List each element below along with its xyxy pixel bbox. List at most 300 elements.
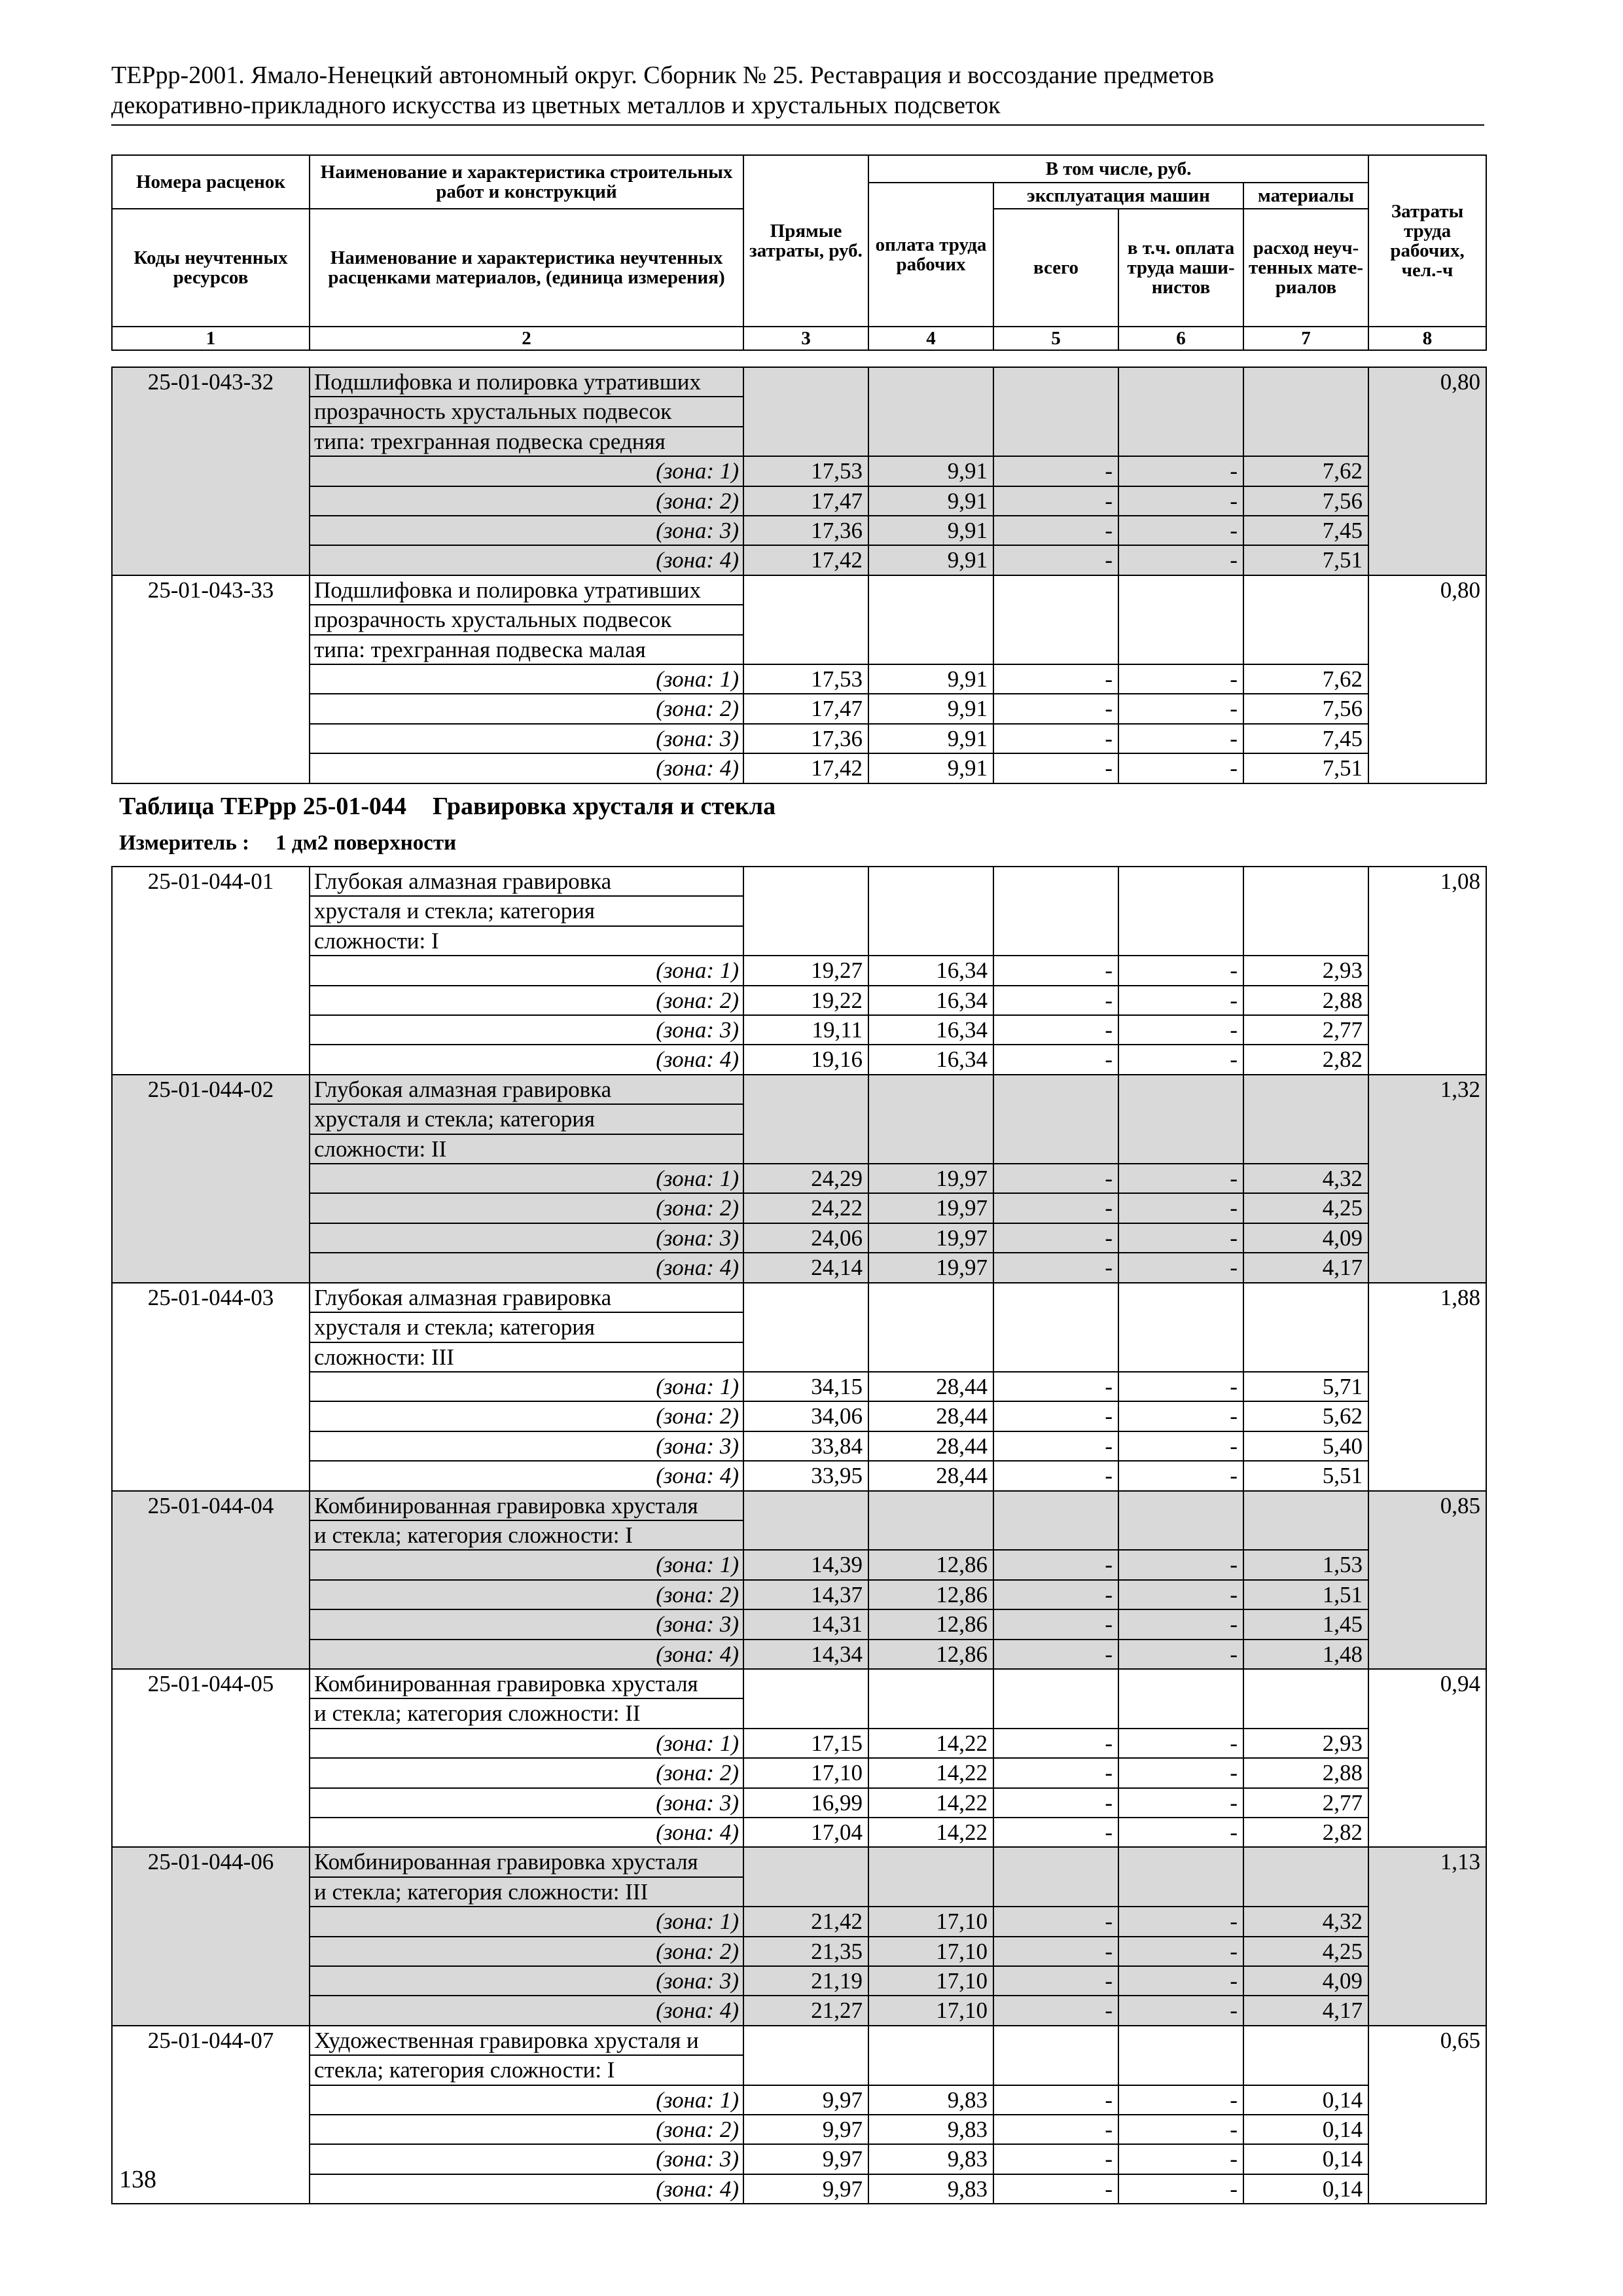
materials-cost: 4,17 [1243,1253,1368,1282]
table-row [112,753,1486,783]
zone-label: (зона: 2) [310,486,743,516]
zone-label: (зона: 4) [310,1253,743,1282]
col-naimen1: Наименование и характеристика строительных работ и конструкций [310,155,743,209]
worker-pay: 16,34 [868,986,993,1015]
machine-total: - [993,1609,1118,1639]
table-row [112,1788,1486,1818]
direct-cost: 16,99 [743,1788,868,1818]
table-row [112,1640,1486,1669]
rate-code: 25-01-043-32 [112,367,310,575]
worker-pay: 9,83 [868,2144,993,2174]
materials-cost: 4,25 [1243,1193,1368,1223]
zone-label: (зона: 1) [310,664,743,694]
table-row [112,545,1486,575]
table-row [112,1223,1486,1253]
table-row [112,1669,1486,1698]
direct-cost: 17,53 [743,664,868,694]
blank-cell [743,575,868,664]
table-row [112,2115,1486,2144]
zone-label: (зона: 1) [310,1372,743,1401]
zone-label: (зона: 4) [310,1461,743,1490]
labor-cost: 0,80 [1368,367,1486,575]
blank-cell [868,867,993,956]
zone-label: (зона: 3) [310,1966,743,1996]
labor-cost: 0,65 [1368,2026,1486,2204]
col-materialy: материалы [1243,183,1368,209]
materials-cost: 7,45 [1243,724,1368,753]
table-row [112,956,1486,985]
work-description-line: сложности: I [310,926,743,956]
machinist-pay: - [1118,1996,1243,2025]
direct-cost: 17,53 [743,456,868,486]
zone-label: (зона: 2) [310,1937,743,1966]
machinist-pay: - [1118,753,1243,783]
blank-cell [868,1847,993,1907]
worker-pay: 17,10 [868,1937,993,1966]
col-ekspl: эксплуатация машин [993,183,1243,209]
machinist-pay: - [1118,1253,1243,1282]
work-description-line: сложности: III [310,1342,743,1372]
column-header-table [111,154,1487,351]
labor-cost: 0,94 [1368,1669,1486,1847]
materials-cost: 1,48 [1243,1640,1368,1669]
blank-cell [993,1847,1118,1907]
materials-cost: 7,51 [1243,753,1368,783]
zone-label: (зона: 2) [310,1193,743,1223]
machine-total: - [993,724,1118,753]
worker-pay: 28,44 [868,1461,993,1490]
materials-cost: 4,17 [1243,1996,1368,2025]
machine-total: - [993,1580,1118,1609]
blank-cell [743,1491,868,1551]
direct-cost: 17,36 [743,724,868,753]
machine-total: - [993,2174,1118,2204]
machinist-pay: - [1118,1372,1243,1401]
blank-cell [1243,1283,1368,1372]
direct-cost: 17,42 [743,753,868,783]
work-description-line: Глубокая алмазная гравировка [310,1075,743,1104]
machine-total: - [993,1461,1118,1490]
direct-cost: 21,35 [743,1937,868,1966]
machinist-pay: - [1118,1223,1243,1253]
blank-cell [1243,867,1368,956]
blank-cell [743,867,868,956]
table-number: Таблица ТЕРрр 25-01-044 [119,793,407,820]
col-nomera: Номера расценок [112,155,310,209]
zone-label: (зона: 3) [310,724,743,753]
materials-cost: 4,32 [1243,1907,1368,1936]
blank-cell [1118,867,1243,956]
header-line-2: декоративно-прикладного искусства из цветных металлов и хрустальных подсветок [111,92,1001,119]
machinist-pay: - [1118,694,1243,723]
table-row [112,2026,1486,2055]
machinist-pay: - [1118,664,1243,694]
machine-total: - [993,1937,1118,1966]
blank-cell [868,1283,993,1372]
col-zatraty: Затраты труда рабочих, чел.-ч [1368,155,1486,327]
table-row [112,1401,1486,1431]
col-v-tom-chisle: В том числе, руб. [868,155,1368,183]
blank-cell [1118,1283,1243,1372]
table-row [112,1758,1486,1787]
machinist-pay: - [1118,724,1243,753]
direct-cost: 21,19 [743,1966,868,1996]
materials-cost: 2,88 [1243,1758,1368,1787]
rate-code: 25-01-044-02 [112,1075,310,1283]
direct-cost: 14,31 [743,1609,868,1639]
machinist-pay: - [1118,1461,1243,1490]
blank-cell [993,1075,1118,1164]
zone-label: (зона: 4) [310,545,743,575]
work-description-line: прозрачность хрустальных подвесок [310,397,743,426]
blank-cell [993,575,1118,664]
blank-cell [993,2026,1118,2085]
zone-label: (зона: 2) [310,986,743,1015]
work-description-line: хрусталя и стекла; категория [310,1312,743,1342]
worker-pay: 28,44 [868,1372,993,1401]
materials-cost: 1,51 [1243,1580,1368,1609]
zone-label: (зона: 1) [310,1729,743,1758]
zone-label: (зона: 4) [310,753,743,783]
machine-total: - [993,2144,1118,2174]
labor-cost: 0,85 [1368,1491,1486,1669]
table-row [112,575,1486,605]
labor-cost: 1,08 [1368,867,1486,1075]
blank-cell [1118,1669,1243,1729]
worker-pay: 28,44 [868,1401,993,1431]
materials-cost: 2,82 [1243,1818,1368,1847]
machine-total: - [993,1550,1118,1579]
direct-cost: 24,29 [743,1164,868,1193]
table-row [112,1491,1486,1520]
table-row [112,1818,1486,1847]
work-description-line: типа: трехгранная подвеска средняя [310,427,743,456]
machine-total: - [993,545,1118,575]
machinist-pay: - [1118,2144,1243,2174]
worker-pay: 14,22 [868,1818,993,1847]
blank-cell [1243,367,1368,456]
materials-cost: 5,71 [1243,1372,1368,1401]
worker-pay: 12,86 [868,1550,993,1579]
machinist-pay: - [1118,1788,1243,1818]
table-row [112,1580,1486,1609]
materials-cost: 7,45 [1243,516,1368,545]
machine-total: - [993,2115,1118,2144]
rate-code: 25-01-044-06 [112,1847,310,2025]
direct-cost: 14,39 [743,1550,868,1579]
direct-cost: 19,11 [743,1015,868,1045]
machine-total: - [993,1758,1118,1787]
worker-pay: 19,97 [868,1223,993,1253]
table-row [112,2144,1486,2174]
direct-cost: 9,97 [743,2144,868,2174]
work-description-line: Художественная гравировка хрусталя и [310,2026,743,2055]
zone-label: (зона: 2) [310,694,743,723]
machine-total: - [993,986,1118,1015]
table-row [112,486,1486,516]
zone-label: (зона: 1) [310,1164,743,1193]
table-row [112,1045,1486,1074]
col-num: 6 [1118,327,1243,350]
machinist-pay: - [1118,1966,1243,1996]
machine-total: - [993,1788,1118,1818]
work-description-line: и стекла; категория сложности: III [310,1877,743,1907]
machinist-pay: - [1118,545,1243,575]
blank-cell [1118,575,1243,664]
table-row [112,456,1486,486]
zone-label: (зона: 1) [310,1907,743,1936]
direct-cost: 9,97 [743,2085,868,2115]
machinist-pay: - [1118,1907,1243,1936]
blank-cell [868,2026,993,2085]
machinist-pay: - [1118,986,1243,1015]
col-pryamye: Прямые затраты, руб. [743,155,868,327]
blank-cell [868,1669,993,1729]
direct-cost: 21,42 [743,1907,868,1936]
rates-table-044 [111,866,1487,2204]
work-description-line: стекла; категория сложности: I [310,2055,743,2085]
blank-cell [1118,367,1243,456]
direct-cost: 9,97 [743,2174,868,2204]
direct-cost: 33,95 [743,1461,868,1490]
direct-cost: 17,36 [743,516,868,545]
worker-pay: 14,22 [868,1758,993,1787]
table-row [112,2085,1486,2115]
zone-label: (зона: 4) [310,1640,743,1669]
machinist-pay: - [1118,1609,1243,1639]
machinist-pay: - [1118,486,1243,516]
direct-cost: 17,10 [743,1758,868,1787]
materials-cost: 2,93 [1243,1729,1368,1758]
materials-cost: 5,62 [1243,1401,1368,1431]
materials-cost: 0,14 [1243,2085,1368,2115]
table-row [112,1847,1486,1876]
machine-total: - [993,1431,1118,1461]
direct-cost: 17,04 [743,1818,868,1847]
work-description-line: Комбинированная гравировка хрусталя [310,1669,743,1698]
blank-cell [868,1075,993,1164]
machine-total: - [993,1372,1118,1401]
direct-cost: 24,06 [743,1223,868,1253]
materials-cost: 0,14 [1243,2115,1368,2144]
materials-cost: 2,77 [1243,1788,1368,1818]
table-row [112,1996,1486,2025]
worker-pay: 17,10 [868,1996,993,2025]
machine-total: - [993,1193,1118,1223]
rate-code: 25-01-044-03 [112,1283,310,1491]
zone-label: (зона: 4) [310,1818,743,1847]
labor-cost: 1,88 [1368,1283,1486,1491]
worker-pay: 9,83 [868,2174,993,2204]
blank-cell [743,1847,868,1907]
col-num: 3 [743,327,868,350]
direct-cost: 17,15 [743,1729,868,1758]
machinist-pay: - [1118,1045,1243,1074]
machine-total: - [993,1966,1118,1996]
col-naimen2: Наименование и характеристика неучтенных расценками материалов, (единица измерения) [310,209,743,327]
worker-pay: 19,97 [868,1253,993,1282]
materials-cost: 7,56 [1243,486,1368,516]
machine-total: - [993,1015,1118,1045]
rate-code: 25-01-044-05 [112,1669,310,1847]
machinist-pay: - [1118,2174,1243,2204]
machine-total: - [993,1996,1118,2025]
blank-cell [743,1669,868,1729]
table-row [112,367,1486,397]
blank-cell [868,575,993,664]
machine-total: - [993,1253,1118,1282]
measure-value: 1 дм2 поверхности [276,831,457,855]
machinist-pay: - [1118,1401,1243,1431]
blank-cell [743,1075,868,1164]
machinist-pay: - [1118,516,1243,545]
table-row [112,1372,1486,1401]
machine-total: - [993,2085,1118,2115]
col-num: 2 [310,327,743,350]
page-number: 138 [119,2166,156,2193]
table-row [112,724,1486,753]
materials-cost: 2,93 [1243,956,1368,985]
blank-cell [1243,1491,1368,1551]
work-description-line: и стекла; категория сложности: I [310,1520,743,1550]
machine-total: - [993,1164,1118,1193]
blank-cell [1243,2026,1368,2085]
machine-total: - [993,1223,1118,1253]
worker-pay: 16,34 [868,956,993,985]
machine-total: - [993,456,1118,486]
blank-cell [1118,1075,1243,1164]
machinist-pay: - [1118,1015,1243,1045]
worker-pay: 12,86 [868,1609,993,1639]
machine-total: - [993,1401,1118,1431]
materials-cost: 5,51 [1243,1461,1368,1490]
materials-cost: 7,62 [1243,456,1368,486]
materials-cost: 4,09 [1243,1223,1368,1253]
work-description-line: прозрачность хрустальных подвесок [310,605,743,634]
zone-label: (зона: 4) [310,2174,743,2204]
machine-total: - [993,1907,1118,1936]
machine-total: - [993,486,1118,516]
worker-pay: 9,91 [868,545,993,575]
worker-pay: 9,83 [868,2115,993,2144]
zone-label: (зона: 2) [310,1580,743,1609]
table-row [112,694,1486,723]
col-rashod: расход неуч-тенных мате-риалов [1243,209,1368,327]
blank-cell [1118,1491,1243,1551]
worker-pay: 19,97 [868,1193,993,1223]
measure-label: Измеритель : [119,831,250,855]
table-row [112,1461,1486,1490]
table-row [112,1015,1486,1045]
zone-label: (зона: 4) [310,1996,743,2025]
col-num: 7 [1243,327,1368,350]
header-line-1: ТЕРрр-2001. Ямало-Ненецкий автономный округ. Сборник № 25. Реставрация и воссоздание предметов [111,62,1215,89]
header-rule [111,124,1484,126]
blank-cell [1243,1847,1368,1907]
direct-cost: 17,47 [743,486,868,516]
table-row [112,664,1486,694]
col-num: 8 [1368,327,1486,350]
machinist-pay: - [1118,1193,1243,1223]
machinist-pay: - [1118,1431,1243,1461]
col-vtch: в т.ч. оплата труда маши-нистов [1118,209,1243,327]
table-row [112,1937,1486,1966]
measure-line [119,831,456,855]
zone-label: (зона: 1) [310,1550,743,1579]
machine-total: - [993,694,1118,723]
table-row [112,1550,1486,1579]
table-row [112,1431,1486,1461]
blank-cell [993,1283,1118,1372]
table-row [112,1907,1486,1936]
machinist-pay: - [1118,1758,1243,1787]
labor-cost: 1,32 [1368,1075,1486,1283]
rates-table-043 [111,367,1487,784]
work-description-line: Комбинированная гравировка хрусталя [310,1847,743,1876]
blank-cell [1243,575,1368,664]
worker-pay: 9,91 [868,753,993,783]
zone-label: (зона: 1) [310,456,743,486]
rate-code: 25-01-043-33 [112,575,310,783]
worker-pay: 9,91 [868,664,993,694]
machine-total: - [993,1640,1118,1669]
materials-cost: 4,32 [1243,1164,1368,1193]
materials-cost: 4,25 [1243,1937,1368,1966]
worker-pay: 9,83 [868,2085,993,2115]
materials-cost: 7,51 [1243,545,1368,575]
worker-pay: 17,10 [868,1966,993,1996]
materials-cost: 2,88 [1243,986,1368,1015]
worker-pay: 17,10 [868,1907,993,1936]
machinist-pay: - [1118,1580,1243,1609]
work-description-line: Глубокая алмазная гравировка [310,867,743,896]
machine-total: - [993,664,1118,694]
blank-cell [1243,1075,1368,1164]
worker-pay: 9,91 [868,516,993,545]
worker-pay: 14,22 [868,1729,993,1758]
work-description-line: хрусталя и стекла; категория [310,896,743,925]
machinist-pay: - [1118,456,1243,486]
worker-pay: 9,91 [868,724,993,753]
blank-cell [743,2026,868,2085]
worker-pay: 12,86 [868,1640,993,1669]
table-name: Гравировка хрусталя и стекла [433,793,776,820]
running-header [111,60,1486,120]
direct-cost: 9,97 [743,2115,868,2144]
table-row [112,1164,1486,1193]
zone-label: (зона: 1) [310,956,743,985]
zone-label: (зона: 3) [310,2144,743,2174]
worker-pay: 9,91 [868,456,993,486]
machinist-pay: - [1118,2085,1243,2115]
table-row [112,986,1486,1015]
worker-pay: 16,34 [868,1015,993,1045]
machinist-pay: - [1118,1818,1243,1847]
materials-cost: 5,40 [1243,1431,1368,1461]
rate-code: 25-01-044-01 [112,867,310,1075]
zone-label: (зона: 3) [310,1609,743,1639]
machine-total: - [993,1729,1118,1758]
work-description-line: типа: трехгранная подвеска малая [310,635,743,664]
worker-pay: 9,91 [868,694,993,723]
zone-label: (зона: 2) [310,2115,743,2144]
materials-cost: 4,09 [1243,1966,1368,1996]
work-description-line: Комбинированная гравировка хрусталя [310,1491,743,1520]
work-description-line: Глубокая алмазная гравировка [310,1283,743,1312]
blank-cell [743,1283,868,1372]
direct-cost: 24,14 [743,1253,868,1282]
machinist-pay: - [1118,2115,1243,2144]
